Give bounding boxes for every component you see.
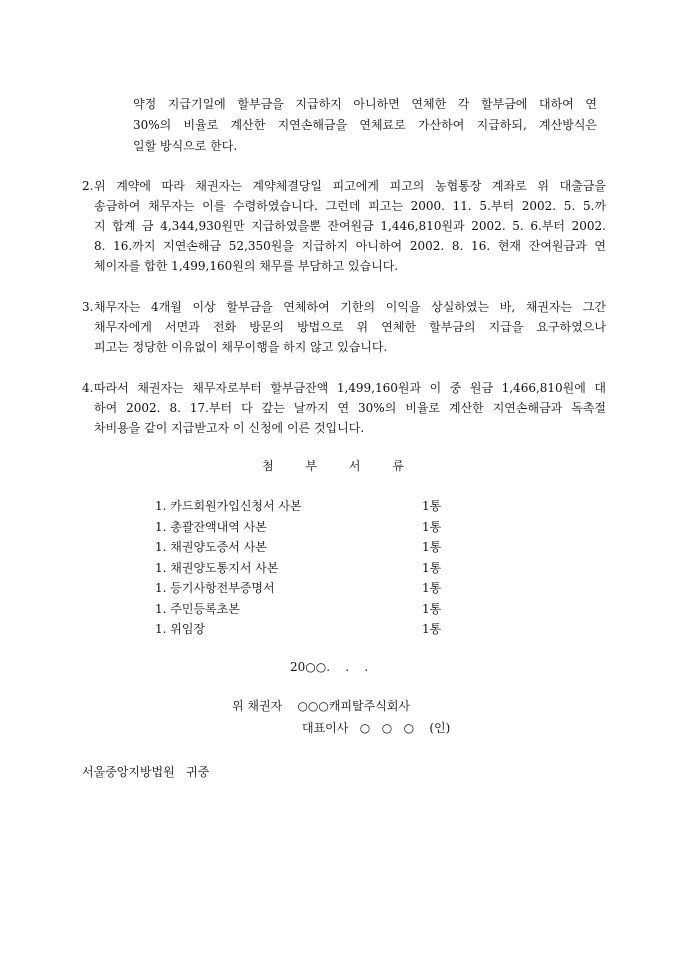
attachment-qty: 1통 [422, 601, 442, 616]
attachment-row [155, 558, 455, 579]
item-line: 체이자를 합한 1,499,160원의 채무를 부담하고 있습니다. [94, 259, 399, 273]
court-addressee: 서울중앙지방법원 귀중 [82, 765, 210, 779]
attachment-name: 1. 주민등록초본 [155, 601, 240, 616]
intro-paragraph [133, 94, 597, 157]
attachment-row [155, 619, 455, 640]
item-body [94, 297, 606, 357]
item-line: 피고는 정당한 이유없이 채무이행을 하지 않고 있습니다. [94, 340, 388, 354]
item-body [94, 176, 606, 276]
attachment-row [155, 517, 455, 538]
item-line: 송금하여 채무자는 이를 수령하였습니다. 그런데 피고는 2000. 11. 5.부터 2002. 5. 5.까 [94, 199, 606, 213]
intro-line: 30%의 비율로 계산한 지연손해금을 연체료로 가산하여 지급하되, 계산방식은 [133, 118, 597, 132]
intro-line: 약정 지급기일에 할부금을 지급하지 아니하면 연체한 각 할부금에 대하여 연 [133, 97, 597, 111]
claim-item-4 [82, 378, 606, 438]
attachment-qty: 1통 [422, 519, 442, 534]
attachment-row [155, 599, 455, 620]
attachment-qty: 1통 [422, 560, 442, 575]
intro-line: 일할 방식으로 한다. [133, 139, 238, 153]
item-number: 4. [82, 381, 94, 395]
item-line: 채무자에게 서면과 전화 방문의 방법으로 위 연체한 할부금의 지급을 요구하였으나 [94, 320, 606, 334]
attachment-name: 1. 채권양도통지서 사본 [155, 560, 279, 575]
attachment-qty: 1통 [422, 499, 442, 513]
creditor-line: 위 채권자 ○○○캐피탈주식회사 [232, 699, 410, 713]
claim-item-2 [82, 176, 606, 276]
attachments-title: 첨 부 서 류 [262, 459, 418, 473]
attachment-row [155, 496, 455, 517]
item-line: 지 합계 금 4,344,930원만 지급하였을뿐 잔여원금 1,446,810원과 2002. 5. 6.부터 2002. [94, 219, 606, 233]
item-line: 하여 2002. 8. 17.부터 다 갚는 날까지 연 30%의 비율로 계산한 지연손해금과 독촉절 [94, 401, 606, 415]
representative-line: 대표이사 ○ ○ ○ (인) [302, 721, 451, 735]
item-body [94, 378, 606, 438]
item-line: 위 계약에 따라 채권자는 계약체결당일 피고에게 피고의 농협통장 계좌로 위 대출금을 [94, 179, 606, 193]
attachment-qty: 1통 [422, 622, 442, 636]
item-line: 따라서 채권자는 채무자로부터 할부금잔액 1,499,160원과 이 중 원금 1,466,810원에 대 [94, 381, 606, 395]
attachment-name: 1. 위임장 [155, 622, 206, 636]
attachment-name: 1. 카드회원가입신청서 사본 [155, 499, 302, 513]
item-line: 8. 16.까지 지연손해금 52,350원을 지급하지 아니하여 2002. 8. 16. 현재 잔여원금과 연 [94, 239, 606, 253]
claim-item-3 [82, 297, 606, 357]
attachment-row [155, 578, 455, 599]
attachment-name: 1. 등기사항전부증명서 [155, 581, 275, 595]
document-date: 20○○. . . [290, 660, 369, 674]
attachment-qty: 1통 [422, 540, 442, 554]
item-line: 차비용을 같이 지급받고자 이 신청에 이른 것입니다. [94, 421, 365, 435]
item-number: 3. [82, 300, 94, 314]
attachment-name: 1. 채권양도증서 사본 [155, 540, 267, 554]
item-line: 채무자는 4개월 이상 할부금을 연체하여 기한의 이익을 상실하였는 바, 채권자는 그간 [94, 300, 606, 314]
attachment-name: 1. 총괄잔액내역 사본 [155, 519, 267, 534]
item-number: 2. [82, 179, 94, 193]
attachment-row [155, 537, 455, 558]
attachments-list [155, 496, 455, 640]
attachment-qty: 1통 [422, 581, 442, 595]
